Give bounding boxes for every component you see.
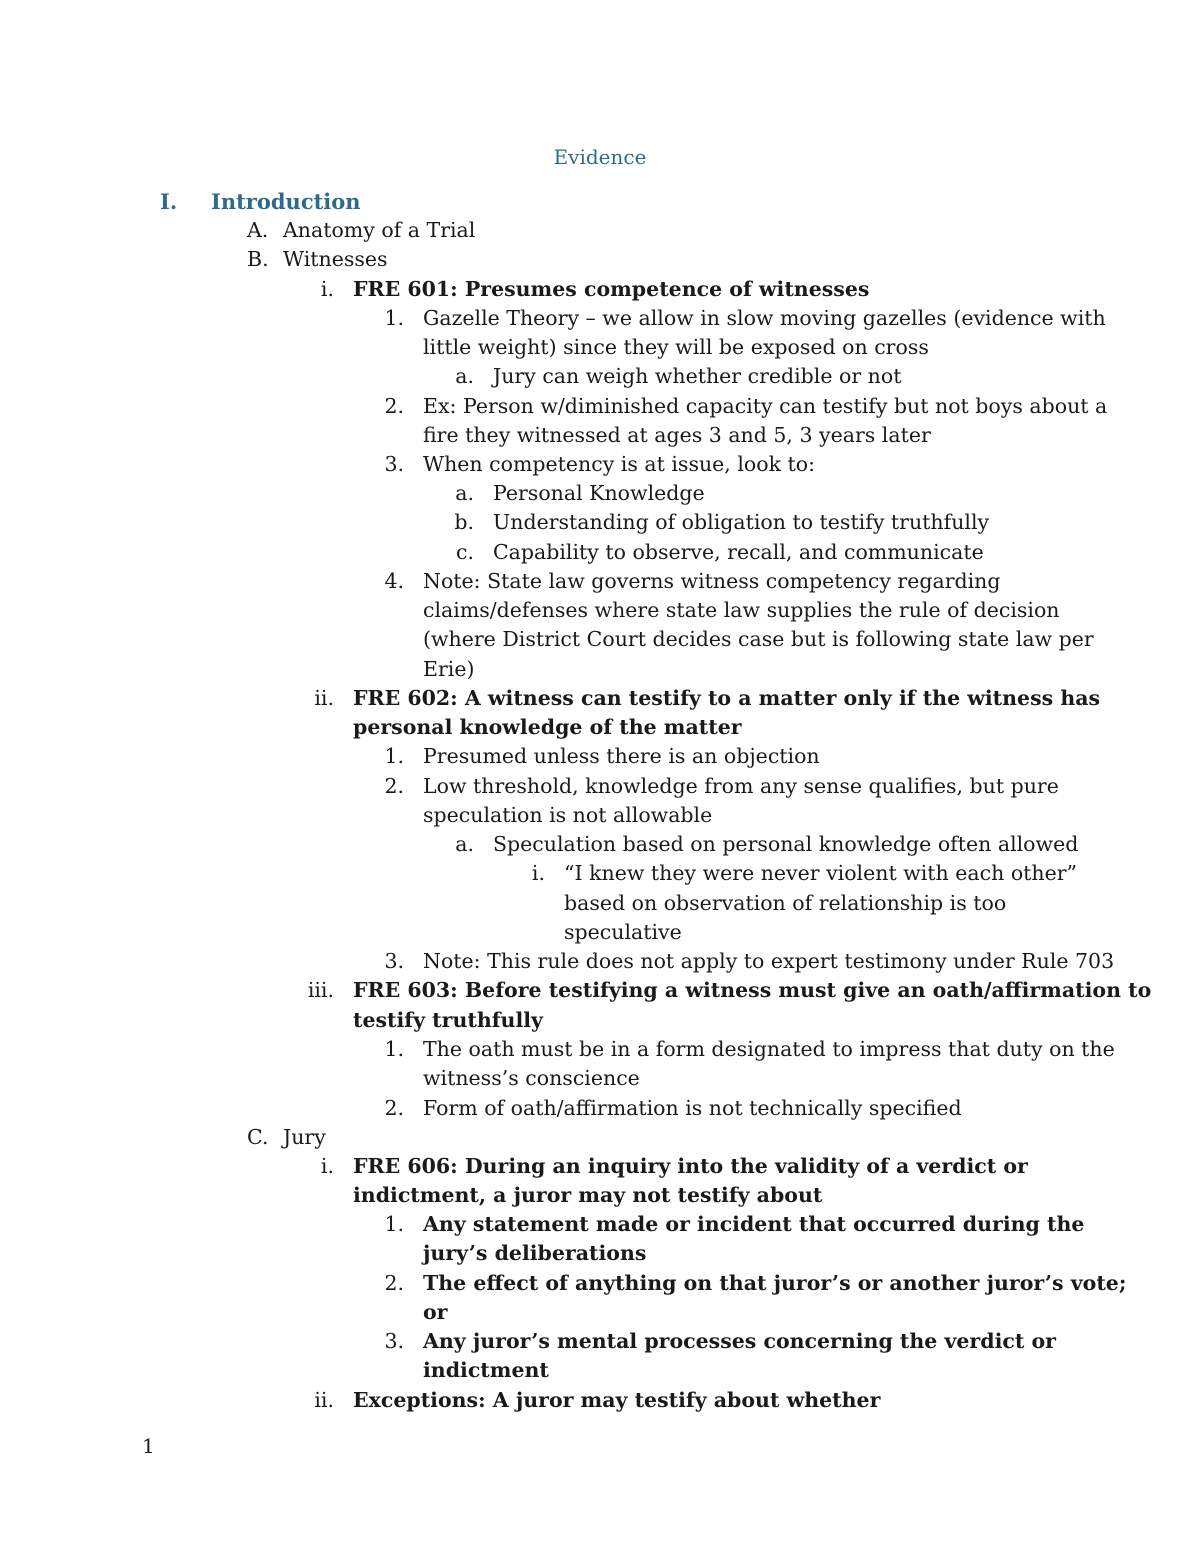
list-item-text: Erie) — [423, 657, 475, 681]
list-marker: 2. — [384, 1271, 404, 1295]
list-item-text: or — [423, 1300, 448, 1324]
list-marker: 2. — [384, 1096, 404, 1120]
list-item-text: Gazelle Theory – we allow in slow moving gazelles (evidence with — [423, 306, 1106, 330]
list-marker: 1. — [384, 744, 404, 768]
list-item-text: indictment, a juror may not testify about — [353, 1183, 823, 1207]
list-marker: 1. — [384, 1212, 404, 1236]
list-marker: 3. — [384, 452, 404, 476]
list-item-text: Note: This rule does not apply to expert testimony under Rule 703 — [423, 949, 1115, 973]
list-marker: c. — [456, 540, 474, 564]
list-item-text: Form of oath/affirmation is not technically specified — [423, 1096, 962, 1120]
list-item-text: Anatomy of a Trial — [283, 218, 476, 242]
list-marker: 1. — [384, 306, 404, 330]
list-marker: 2. — [384, 394, 404, 418]
document-title: Evidence — [553, 145, 647, 169]
list-marker: ii. — [314, 1388, 334, 1412]
list-item-text: Personal Knowledge — [493, 481, 705, 505]
list-item-text: Witnesses — [283, 247, 388, 271]
section-heading: Introduction — [211, 189, 361, 214]
list-marker: i. — [531, 861, 545, 885]
list-item-text: witness’s conscience — [423, 1066, 640, 1090]
list-marker: 3. — [384, 949, 404, 973]
list-marker: C. — [247, 1125, 269, 1149]
list-marker: 3. — [384, 1329, 404, 1353]
list-marker: i. — [320, 1154, 334, 1178]
list-marker: 1. — [384, 1037, 404, 1061]
list-item-text: Speculation based on personal knowledge often allowed — [493, 832, 1079, 856]
list-item-text: Jury — [283, 1125, 326, 1149]
list-item-text: speculative — [564, 920, 682, 944]
list-item-text: Understanding of obligation to testify truthfully — [493, 510, 990, 534]
list-item-text: claims/defenses where state law supplies the rule of decision — [423, 598, 1060, 622]
list-item-text: “I knew they were never violent with each other” — [564, 861, 1078, 885]
list-item-text: FRE 601: Presumes competence of witnesses — [353, 277, 870, 301]
list-item-text: FRE 603: Before testifying a witness must give an oath/affirmation to — [353, 978, 1152, 1002]
list-marker: a. — [455, 481, 474, 505]
list-item-text: Any juror’s mental processes concerning the verdict or — [423, 1329, 1056, 1353]
list-item-text: little weight) since they will be exposed on cross — [423, 335, 929, 359]
list-marker: b. — [454, 510, 474, 534]
list-marker: 2. — [384, 774, 404, 798]
list-item-text: The effect of anything on that juror’s or another juror’s vote; — [423, 1271, 1127, 1295]
list-marker: ii. — [314, 686, 334, 710]
list-item-text: FRE 606: During an inquiry into the validity of a verdict or — [353, 1154, 1028, 1178]
list-item-text: Note: State law governs witness competency regarding — [423, 569, 1001, 593]
list-item-text: personal knowledge of the matter — [353, 715, 742, 739]
list-item-text: Jury can weigh whether credible or not — [493, 364, 902, 388]
list-marker: A. — [247, 218, 269, 242]
list-marker: B. — [247, 247, 269, 271]
list-marker: a. — [455, 832, 474, 856]
list-item-text: speculation is not allowable — [423, 803, 713, 827]
list-item-text: Any statement made or incident that occurred during the — [423, 1212, 1085, 1236]
list-item-text: The oath must be in a form designated to impress that duty on the — [423, 1037, 1115, 1061]
list-item-text: Capability to observe, recall, and communicate — [493, 540, 984, 564]
list-marker: 4. — [384, 569, 404, 593]
list-item-text: Presumed unless there is an objection — [423, 744, 820, 768]
list-marker: iii. — [307, 978, 334, 1002]
page-number: 1 — [142, 1434, 155, 1458]
list-item-text: (where District Court decides case but is following state law per — [423, 627, 1094, 651]
list-item-text: Exceptions: A juror may testify about whether — [353, 1388, 881, 1412]
list-item-text: testify truthfully — [353, 1008, 543, 1032]
list-item-text: fire they witnessed at ages 3 and 5, 3 years later — [423, 423, 931, 447]
list-item-text: Ex: Person w/diminished capacity can testify but not boys about a — [423, 394, 1108, 418]
list-item-text: Low threshold, knowledge from any sense qualifies, but pure — [423, 774, 1059, 798]
list-item-text: jury’s deliberations — [423, 1241, 647, 1265]
list-marker: a. — [455, 364, 474, 388]
list-item-text: indictment — [423, 1358, 549, 1382]
list-item-text: based on observation of relationship is too — [564, 891, 1007, 915]
list-marker: i. — [320, 277, 334, 301]
list-marker: I. — [160, 189, 178, 214]
list-item-text: FRE 602: A witness can testify to a matter only if the witness has — [353, 686, 1101, 710]
list-item-text: When competency is at issue, look to: — [423, 452, 815, 476]
